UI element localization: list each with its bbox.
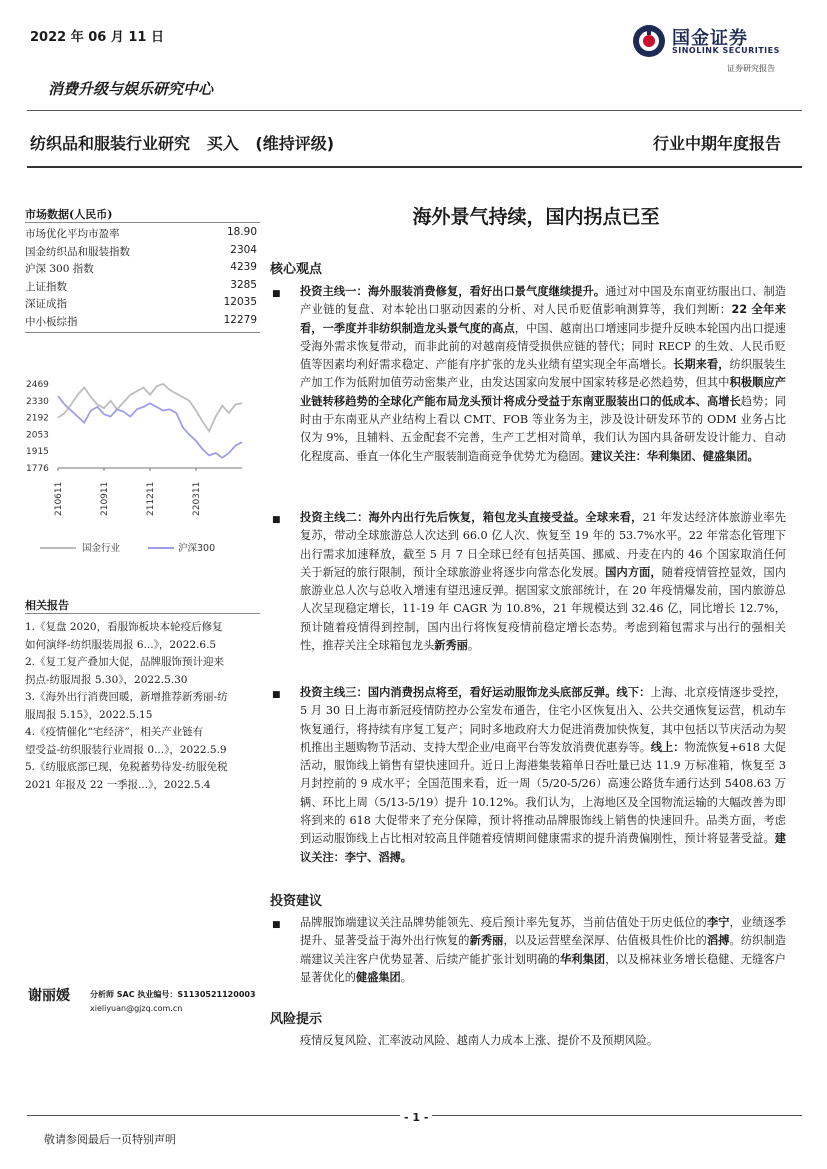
market-label: 国金纺织品和服装指数 — [25, 245, 130, 258]
market-row — [25, 226, 257, 241]
logo-en: SINOLINK SECURITIES — [672, 46, 780, 55]
price-chart — [20, 366, 265, 566]
related-report-item[interactable] — [25, 688, 265, 724]
body-text: 21 年发达经济体旅游业率先复苏，带动全球旅游总人次达到 66.0 亿人次、恢复至 19 年的 53.7%水平。22 年常态化管理下出行需求加速释放，截至 5 月 7 日全球已经有包括英国、挪威、丹麦在内的 46 个国家取消任何关于新冠的旅行限制，预计全球旅游业将逐步向常态化发展。 — [300, 511, 786, 579]
divider — [27, 166, 802, 168]
emphasis-text: 22 全年来看，一季度并非纺织制造龙头景气度的高点 — [300, 303, 786, 335]
emphasis-text: 国内方面， — [605, 565, 662, 579]
body-text: ，以及棉袜业务增长稳健、无缝客户显著优化的 — [300, 952, 786, 984]
market-value: 4239 — [230, 261, 257, 273]
bullet-icon: ■ — [272, 690, 281, 700]
related-report-line: 望受益-纺织服装行业周报 0...》，2022.5.9 — [25, 744, 227, 756]
x-tick-label: 220311 — [192, 481, 202, 516]
related-report-line: 拐点-纺服周报 5.30》，2022.5.30 — [25, 674, 188, 686]
market-row — [25, 296, 257, 311]
market-row — [25, 261, 257, 276]
legend-label-industry: 国金行业 — [82, 543, 121, 554]
page-number: - 1 - — [400, 1111, 432, 1124]
report-date: 2022 年 06 月 11 日 — [30, 30, 164, 45]
main-title: 海外景气持续，国内拐点已至 — [412, 206, 660, 228]
market-row — [25, 279, 257, 294]
industry-rating: 纺织品和服装行业研究 买入 (维持评级) — [30, 134, 335, 153]
related-report-item[interactable] — [25, 618, 265, 654]
emphasis-text: 健盛集团 — [355, 970, 401, 984]
body-text: 品牌服饰端建议关注品牌势能领先、疫后预计率先复苏，当前估值处于历史低位的 — [300, 916, 707, 929]
related-report-line: 5.《纺服底部已现，免税蓄势待发-纺服免税 — [25, 761, 228, 773]
analyst-email: xieliyuan@gjzq.com.cn — [90, 1004, 183, 1013]
emphasis-text: 建议关注：李宁、滔搏。 — [300, 832, 786, 864]
y-tick-label: 1915 — [26, 447, 49, 458]
emphasis-text: 华利集团 — [560, 952, 606, 966]
divider — [25, 222, 260, 223]
market-label: 市场优化平均市盈率 — [25, 228, 120, 240]
body-text: 上海、北京疫情逐步受控，5 月 30 日上海市新冠疫情防控办公室发布通告，住宅小区恢复出入、公共交通恢复运营，机动车恢复通行，将持续有序复工复产；同时多地政府大力促进消费加快恢复，其中包括以节庆活动为契机推出主题购物节活动、支持大型企业/电商平台等发放消费优惠券等。 — [300, 686, 786, 754]
market-label: 中小板综指 — [25, 315, 78, 328]
x-tick-label: 211211 — [146, 481, 156, 516]
body-text: ，以及运营壁垒深厚、估值极具性价比的 — [503, 934, 707, 948]
y-tick-label: 1776 — [26, 464, 49, 474]
market-value: 18.90 — [226, 226, 257, 238]
report-type: 行业中期年度报告 — [652, 134, 781, 153]
y-tick-label: 2192 — [26, 413, 49, 424]
investment-advice-title: 投资建议 — [270, 894, 323, 909]
x-tick-label: 210611 — [54, 481, 64, 516]
market-row — [25, 314, 257, 329]
paragraph-theme-3 — [300, 684, 786, 867]
legend-label-index: 沪深300 — [178, 543, 216, 554]
y-tick-label: 2053 — [26, 430, 49, 441]
body-text: 。 — [467, 639, 480, 653]
emphasis-text: 新秀丽 — [469, 934, 504, 948]
body-text: 。纺织制造端建议关注客户优势显著、后续产能扩张计划明确的 — [300, 934, 786, 966]
related-report-line: 2.《复工复产叠加大促，品牌服饰预计迎来 — [25, 656, 225, 668]
related-report-line: 2021 年报及 22 一季报...》，2022.5.4 — [25, 779, 211, 791]
market-label: 深证成指 — [25, 298, 67, 310]
core-views-title: 核心观点 — [270, 262, 323, 277]
paragraph-advice — [300, 914, 786, 987]
related-report-line: 如何演绎-纺织服装周报 6...》，2022.6.5 — [25, 639, 217, 651]
body-text: 通过对中国及东南亚纺服出口、制造产业链的复盘、对本轮出口驱动因素的分析、对人民币贬值影响测算等，我们判断： — [300, 285, 786, 317]
related-report-line: 1.《复盘 2020，看服饰板块本轮疫后修复 — [25, 621, 223, 633]
bullet-icon: ■ — [272, 920, 281, 930]
market-label: 上证指数 — [25, 280, 67, 293]
logo-cn: 国金证券 — [672, 28, 748, 49]
body-text: ，业绩逐季提升、显著受益于海外出行恢复的 — [300, 916, 786, 948]
emphasis-text: 线上： — [650, 740, 685, 754]
analyst-sac: 分析师 SAC 执业编号：S1130521120003 — [90, 990, 256, 999]
market-row — [25, 244, 257, 259]
emphasis-text: 新秀丽 — [434, 639, 468, 653]
analyst-name: 谢丽媛 — [28, 988, 70, 1004]
emphasis-text: 投资主线三：国内消费拐点将至，看好运动服饰龙头底部反弹。线下： — [300, 686, 651, 699]
bullet-icon: ■ — [272, 289, 281, 299]
series-line-industry — [58, 384, 242, 431]
analyst-info — [90, 988, 256, 1016]
x-tick-label: 210911 — [100, 481, 110, 516]
related-reports-title: 相关报告 — [25, 599, 69, 612]
body-text: 随着疫情管控显效，国内旅游业总人次与总收入增速有望迅速反弹。据国家文旅部统计，在 20 年疫情爆发前，国内旅游总人次呈现稳定增长，11-19 年 CAGR 为 10.8%，21 年规模达到 32.46 亿，同比增长 12.7%，预计随着疫情得到控制，国内出行将恢复疫情前稳定增长态势。考虑到箱包需求与出行的强相关性，推荐关注全球箱包龙头 — [300, 565, 786, 653]
related-report-line: 服周报 5.15》，2022.5.15 — [25, 709, 153, 721]
body-text: ，中国、越南出口增速同步提升反映本轮国内出口提速受海外需求恢复带动，而非此前的对越南疫情受损供应链的替代；同时 RECP 的生效、人民币贬值等因素均利好需求稳定、产能有序扩张的龙头业绩有望实现全年高增长。 — [300, 321, 786, 372]
body-text: 。 — [400, 970, 412, 984]
market-data-title: 市场数据(人民币) — [25, 208, 113, 221]
emphasis-text: 投资主线一：海外服装消费修复，看好出口景气度继续提升。 — [300, 285, 606, 298]
sinolink-logo-icon — [632, 24, 666, 58]
risk-title: 风险提示 — [270, 1012, 323, 1027]
emphasis-text: 投资主线二：海外内出行先后恢复，箱包龙头直接受益。全球来看， — [300, 511, 643, 524]
paragraph-theme-2 — [300, 509, 786, 655]
paragraph-theme-1 — [300, 283, 786, 466]
divider — [25, 332, 260, 333]
company-logo — [632, 22, 802, 72]
divider — [25, 613, 260, 614]
emphasis-text: 建议关注：华利集团、健盛集团。 — [590, 449, 759, 463]
body-text: 物流恢复+618 大促活动，服饰线上销售有望快速回升。近日上海港集装箱单日吞吐量已达 11.9 万标准箱，恢复至 3 月封控前的 9 成水平；全国范围来看，近一周（5/20-5/26）高速公路货车通行达到 5408.63 万辆、环比上周（5/13-5/19）提升 10.12%。我们认为，上海地区及全国物流运输的大幅改善为即将到来的 618 大促带来了充分保障，预计将推动品牌服饰线上销售的快速回升。品类方面，考虑到运动服饰线上占比相对较高且伴随着疫情期间健康需求的提升消费偏刚性，预计将显著受益。 — [300, 740, 786, 846]
market-value: 12279 — [223, 313, 257, 326]
y-tick-label: 2330 — [26, 396, 49, 407]
related-report-item[interactable] — [25, 653, 265, 689]
footer-note: 敬请参阅最后一页特别声明 — [44, 1133, 176, 1146]
logo-tag: 证券研究报告 — [727, 64, 775, 73]
emphasis-text: 长期来看， — [673, 358, 730, 372]
research-center: 消费升级与娱乐研究中心 — [48, 80, 214, 98]
market-value: 3285 — [230, 278, 257, 291]
bullet-icon: ■ — [272, 515, 281, 525]
emphasis-text: 滔搏 — [706, 934, 730, 948]
series-line-index — [58, 396, 242, 458]
related-report-line: 4.《疫情催化“宅经济”，相关产业链有 — [25, 726, 204, 738]
price-chart-svg — [20, 366, 265, 566]
body-text: 纺织服装生产加工作为低附加值劳动密集产业，由发达国家向发展中国家转移是必然趋势，但其中 — [300, 358, 786, 390]
related-report-item[interactable] — [25, 723, 265, 759]
body-text: 趋势；同时由于东南亚从产业结构上看以 CMT、FOB 等业务为主，涉及设计研发环节的 ODM 业务占比仅为 9%，且辅料、五金配套不完善，生产工艺相对简单，我们认为国内具备研发设计能力、自动化程度高、垂直一体化生产服装制造商竞争优势尤为稳固。 — [300, 394, 786, 463]
risk-text: 疫情反复风险、汇率波动风险、越南人力成本上涨、提价不及预期风险。 — [300, 1034, 659, 1047]
divider — [27, 110, 802, 111]
market-value: 2304 — [230, 243, 257, 256]
emphasis-text: 积极顺应产业链转移趋势的全球化产能布局龙头预计将成分受益于东南亚服装出口的低成本、高增长 — [300, 376, 786, 408]
emphasis-text: 李宁 — [706, 916, 730, 929]
related-report-line: 3.《海外出行消费回暖，新增推荐新秀丽-纺 — [25, 691, 228, 703]
related-report-item[interactable] — [25, 758, 265, 794]
market-label: 沪深 300 指数 — [25, 263, 94, 275]
market-value: 12035 — [223, 296, 257, 308]
y-tick-label: 2469 — [26, 380, 49, 390]
